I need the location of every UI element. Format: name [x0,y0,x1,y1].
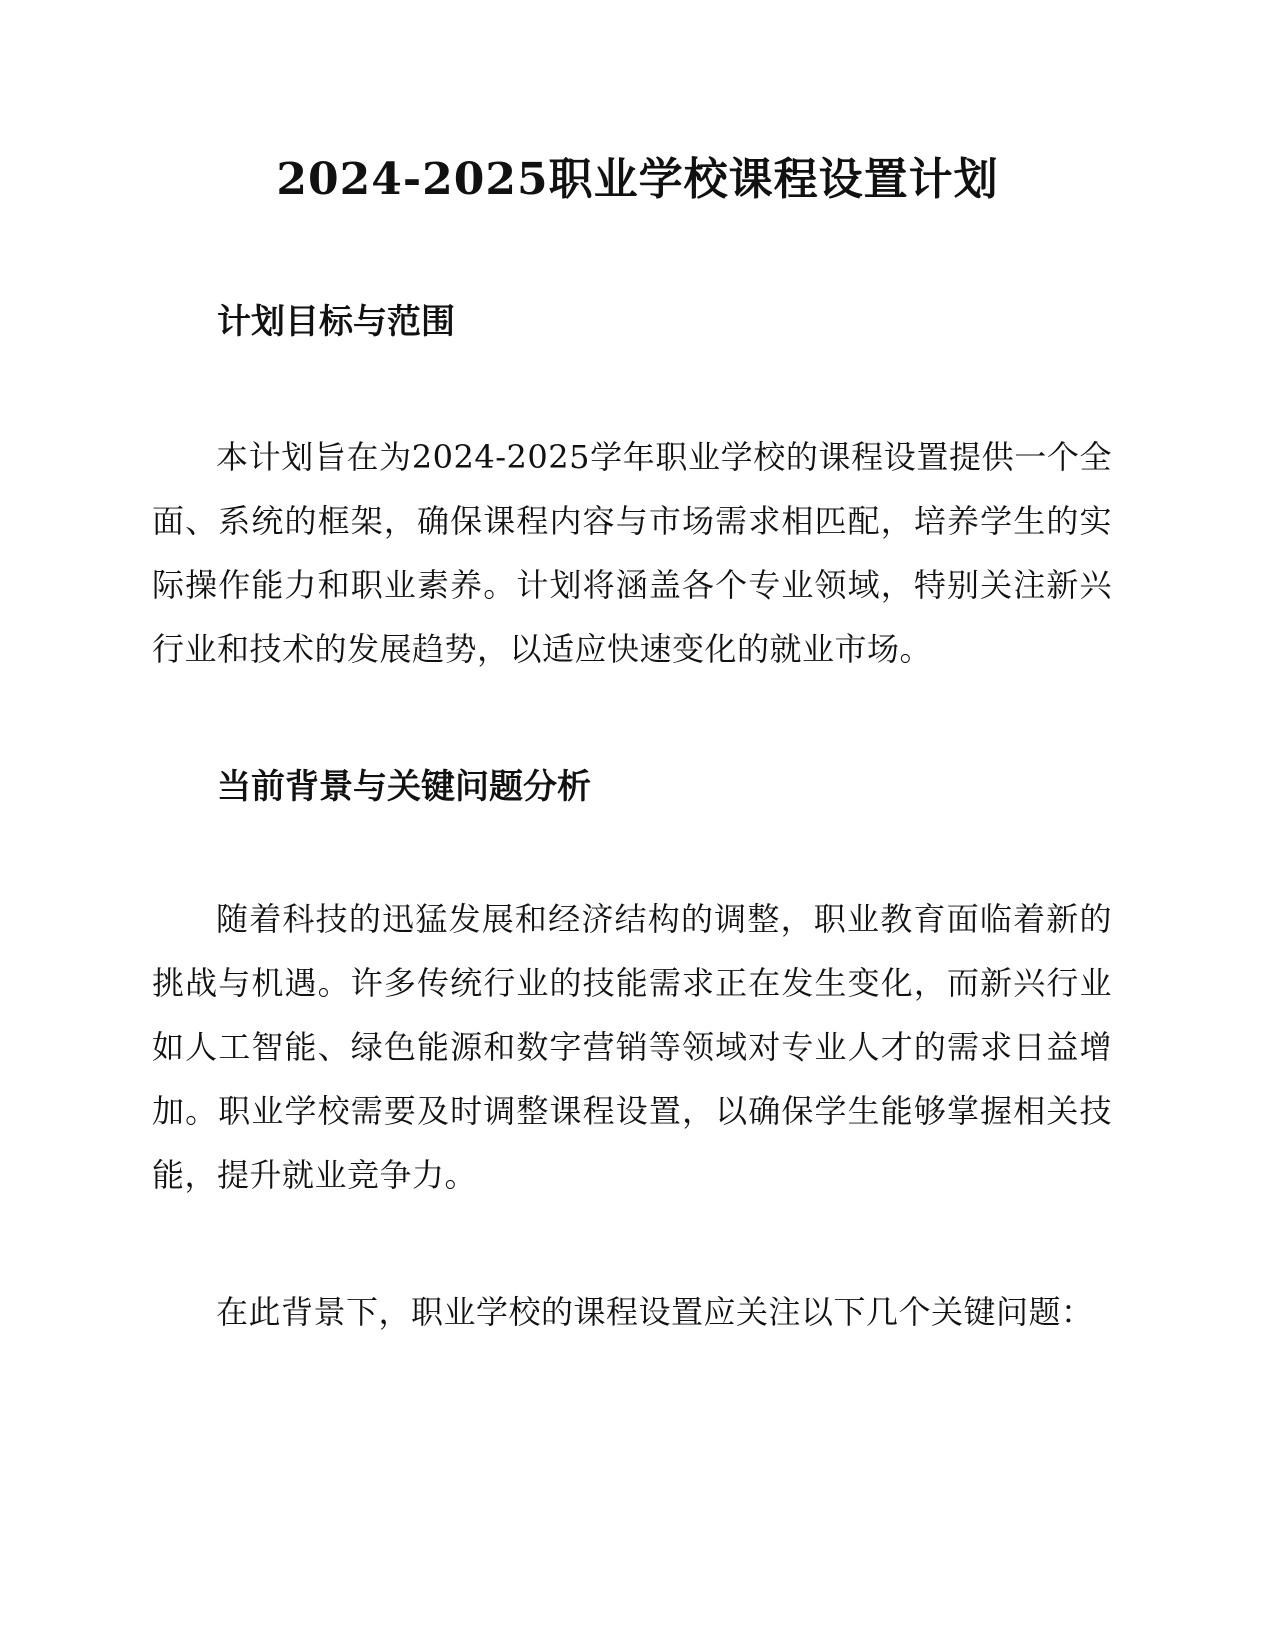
paragraph-background: 随着科技的迅猛发展和经济结构的调整，职业教育面临着新的挑战与机遇。许多传统行业的技能需求正在发生变化，而新兴行业如人工智能、绿色能源和数字营销等领域对专业人才的需求日益增加。职业学校需要及时调整课程设置，以确保学生能够掌握相关技能，提升就业竞争力。 [152,900,1112,1194]
document-title: 2024-2025职业学校课程设置计划 [276,154,999,205]
paragraph-key-issues-intro: 在此背景下，职业学校的课程设置应关注以下几个关键问题： [216,1293,1094,1331]
paragraph-goals-scope: 本计划旨在为2024-2025学年职业学校的课程设置提供一个全面、系统的框架，确保课程内容与市场需求相匹配，培养学生的实际操作能力和职业素养。计划将涵盖各个专业领域，特别关注新兴行业和技术的发展趋势，以适应快速变化的就业市场。 [152,438,1112,668]
section-heading-goals-scope: 计划目标与范围 [217,302,455,342]
section-heading-background-analysis: 当前背景与关键问题分析 [217,767,591,807]
